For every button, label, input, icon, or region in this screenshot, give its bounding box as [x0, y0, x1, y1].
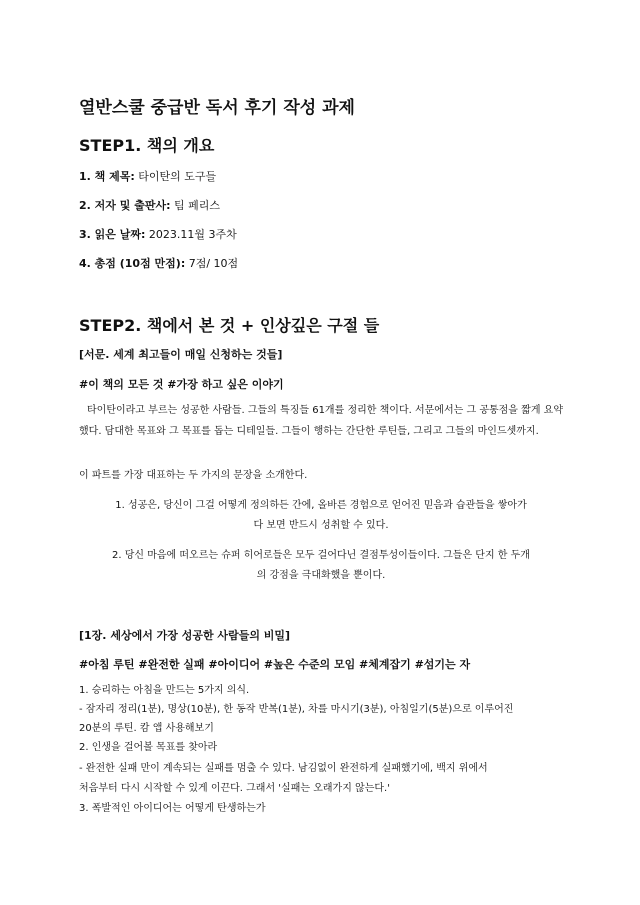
preface-paragraph: 타이탄이라고 부르는 성공한 사람들. 그들의 특징들 61개를 정리한 책이다. 서문에서는 그 공통점을 짧게 요약했다. 담대한 목표와 그 목표를 돕는 디테일들. 그들이 행하는 간단한 루틴들, 그리고 그들의 마인드셋까지.: [79, 405, 563, 437]
chapter1-line-3: 20분의 루틴. 캄 앱 사용해보기: [79, 723, 214, 734]
quote-2-line-2: 의 강점을 극대화했을 뿐이다.: [256, 570, 386, 581]
chapter1-line-7: 3. 폭발적인 아이디어는 어떻게 탄생하는가: [79, 803, 266, 814]
chapter1-line-4: 2. 인생을 걸어볼 목표를 찾아라: [79, 742, 218, 753]
step2-heading: STEP2. 책에서 본 것 + 인상깊은 구절 들: [79, 316, 380, 335]
preface-tags: #이 책의 모든 것 #가장 하고 싶은 이야기: [79, 378, 284, 391]
quote-1-line-2: 다 보면 반드시 성취할 수 있다.: [253, 520, 389, 531]
read-date-label: 3. 읽은 날짜:: [79, 228, 146, 241]
book-title-value: 타이탄의 도구들: [138, 170, 217, 183]
chapter1-line-1: 1. 승리하는 아침을 만드는 5가지 의식.: [79, 685, 250, 696]
quote-2-line-1: 2. 당신 마음에 떠오르는 슈퍼 히어로들은 모두 걸어다닌 결점투성이들이다. 그들은 단지 한 두개: [112, 550, 530, 561]
score-row: [79, 255, 238, 271]
chapter1-title: [1장. 세상에서 가장 성공한 사람들의 비밀]: [79, 629, 291, 642]
chapter1-tags: #아침 루틴 #완전한 실패 #아이디어 #높은 수준의 모임 #체계잡기 #섬기는 자: [79, 658, 471, 671]
chapter1-line-2: - 잠자리 정리(1분), 명상(10분), 한 동작 반복(1분), 차를 마시기(3분), 아침일기(5분)으로 이루어진: [79, 704, 514, 715]
read-date-value: 2023.11월 3주차: [148, 228, 237, 241]
document-title: 열반스쿨 중급반 독서 후기 작성 과제: [79, 98, 355, 118]
quote-1-line-1: 1. 성공은, 당신이 그걸 어떻게 정의하든 간에, 올바른 경험으로 얻어진 믿음과 습관들을 쌓아가: [115, 500, 527, 511]
score-value: 7점/ 10점: [188, 257, 239, 270]
author-value: 팀 페리스: [173, 199, 220, 212]
read-date-row: [79, 226, 237, 242]
book-title-label: 1. 책 제목:: [79, 170, 135, 183]
book-title-row: [79, 168, 216, 184]
author-row: [79, 197, 220, 213]
author-label: 2. 저자 및 출판사:: [79, 199, 171, 212]
preface-intro-line: 이 파트를 가장 대표하는 두 가지의 문장을 소개한다.: [79, 470, 308, 481]
chapter1-line-5: - 완전한 실패 만이 계속되는 실패를 멈출 수 있다. 남김없이 완전하게 실패했기에, 백지 위에서: [79, 763, 488, 774]
score-label: 4. 총점 (10점 만점):: [79, 257, 186, 270]
chapter1-line-6: 처음부터 다시 시작할 수 있게 이끈다. 그래서 '실패는 오래가지 않는다.': [79, 783, 390, 794]
step1-heading: STEP1. 책의 개요: [79, 136, 215, 155]
preface-title: [서문. 세계 최고들이 매일 신청하는 것들]: [79, 348, 283, 361]
